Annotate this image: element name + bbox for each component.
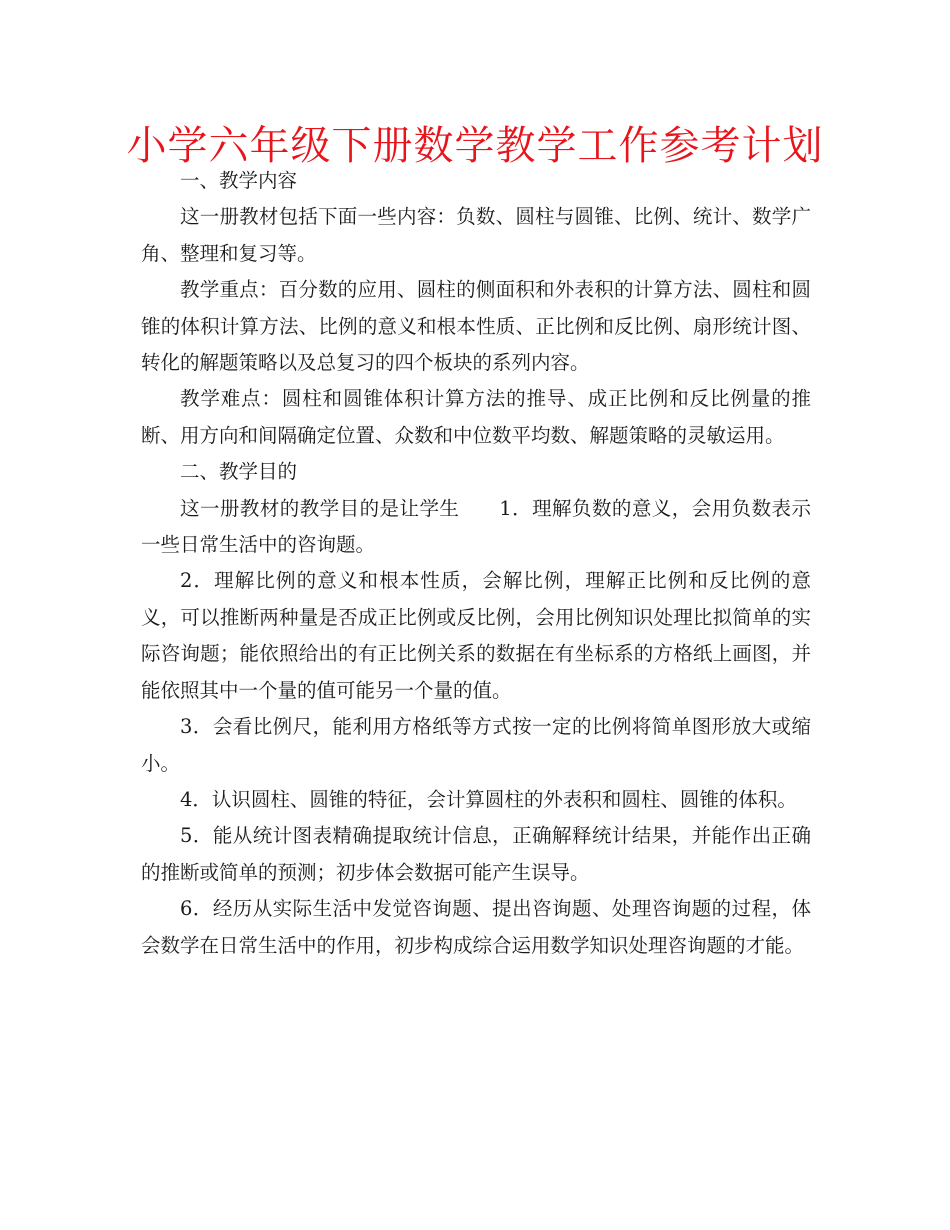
paragraph-objective-3: 3．会看比例尺，能利用方格纸等方式按一定的比例将简单图形放大或缩小。 xyxy=(141,715,811,775)
document-title: 小学六年级下册数学教学工作参考计划 xyxy=(126,123,824,169)
paragraph-objective-2: 2．理解比例的意义和根本性质，会解比例，理解正比例和反比例的意义，可以推断两种量是否成正比例或反比例，会用比例知识处理比拟简单的实际咨询题；能依照给出的有正比例关系的数据在有坐标系的方格纸上画图，并能依照其中一个量的值可能另一个量的值。 xyxy=(141,569,811,702)
paragraph-objective-6: 6．经历从实际生活中发觉咨询题、提出咨询题、处理咨询题的过程，体会数学在日常生活中的作用，初步构成综合运用数学知识处理咨询题的才能。 xyxy=(141,897,811,957)
paragraph-difficulties: 教学难点：圆柱和圆锥体积计算方法的推导、成正比例和反比例量的推断、用方向和间隔确定位置、众数和中位数平均数、解题策略的灵敏运用。 xyxy=(141,387,811,447)
section-heading-objectives: 二、教学目的 xyxy=(180,460,298,484)
paragraph-objective-4: 4．认识圆柱、圆锥的特征，会计算圆柱的外表积和圆柱、圆锥的体积。 xyxy=(180,787,797,811)
paragraph-objective-1: 这一册教材的教学目的是让学生 1．理解负数的意义，会用负数表示一些日常生活中的咨询题。 xyxy=(141,496,811,557)
document-body xyxy=(141,163,811,964)
paragraph-objective-5: 5．能从统计图表精确提取统计信息，正确解释统计结果，并能作出正确的推断或简单的预测；初步体会数据可能产生误导。 xyxy=(141,824,811,884)
paragraph-key-points: 教学重点：百分数的应用、圆柱的侧面积和外表积的计算方法、圆柱和圆锥的体积计算方法、比例的意义和根本性质、正比例和反比例、扇形统计图、转化的解题策略以及总复习的四个板块的系列内容。 xyxy=(141,278,811,375)
paragraph-content-list: 这一册教材包括下面一些内容：负数、圆柱与圆锥、比例、统计、数学广角、整理和复习等。 xyxy=(141,205,811,265)
section-heading-content: 一、教学内容 xyxy=(180,169,298,192)
